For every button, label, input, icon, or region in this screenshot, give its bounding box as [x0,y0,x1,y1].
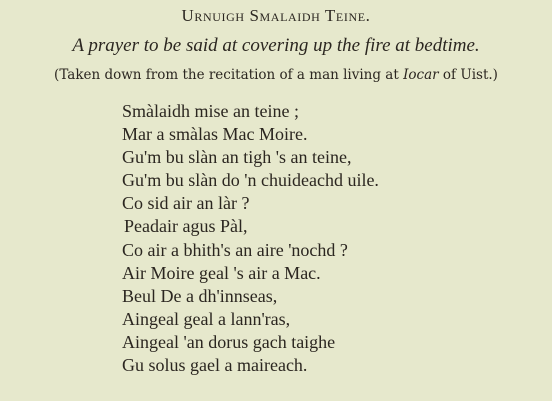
verse-line: Co sid air an làr ? [122,193,250,214]
verse-line: Smàlaidh mise an teine ; [122,101,299,121]
source-note-place: Iocar [403,67,439,83]
verse-line: Air Moire geal 's air a Mac. [122,262,321,283]
verse-line: Gu'm bu slàn an tigh 's an teine, [122,147,352,168]
verse-line: Beul De a dh'innseas, [122,285,278,306]
verse-line: Gu solus gael a maireach. [122,355,308,376]
source-note [0,67,552,83]
verse-line: Mar a smàlas Mac Moire. [122,124,308,145]
verse-line: Peadair agus Pàl, [124,216,248,237]
verse-line: Co air a bhith's an aire 'nochd ? [122,239,348,260]
poem-verse [122,100,379,377]
source-note-prefix: (Taken down from the recitation of a man living at [54,67,404,83]
verse-line: Aingeal 'an dorus gach taighe [122,331,336,352]
verse-line: Gu'm bu slàn do 'n chuideachd uile. [122,170,379,191]
source-note-suffix: of Uist.) [438,67,498,83]
verse-line: Aingeal geal a lann'ras, [122,308,291,329]
poem-title: Urnuigh Smalaidh Teine. [181,6,371,25]
poem-subtitle: A prayer to be said at covering up the fire at bedtime. [72,35,480,56]
